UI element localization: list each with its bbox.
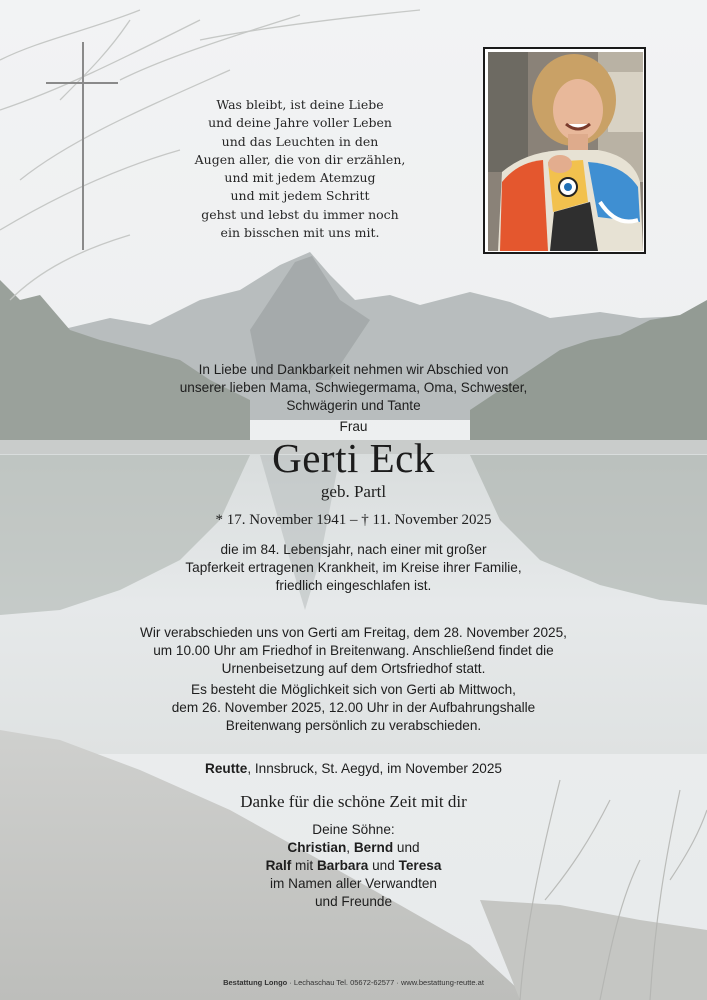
deceased-name: Gerti Eck — [272, 435, 435, 481]
thanks-line: Danke für die schöne Zeit mit dir — [240, 792, 467, 811]
mourner-name: Ralf — [265, 858, 292, 873]
poem-line: und deine Jahre voller Leben — [208, 115, 392, 131]
funeral-service-text — [80, 624, 627, 678]
passing-line: friedlich eingeschlafen ist. — [275, 578, 432, 593]
intro-line: In Liebe und Dankbarkeit nehmen wir Abschied von — [198, 362, 509, 377]
place-rest: , Innsbruck, St. Aegyd, im November 2025 — [247, 761, 502, 776]
mourners-line: im Namen aller Verwandten — [270, 876, 437, 891]
place-bold: Reutte — [205, 761, 248, 776]
intro-line: unserer lieben Mama, Schwiegermama, Oma, Schwester, — [179, 380, 528, 395]
place-and-date — [80, 760, 627, 778]
cross-vertical-bar — [82, 42, 84, 250]
footer-funeral-home — [80, 978, 627, 988]
birth-name: geb. Partl — [320, 482, 387, 501]
passing-line: Tapferkeit ertragenen Krankheit, im Kreise ihrer Familie, — [185, 560, 522, 575]
mourner-name: Barbara — [316, 858, 369, 873]
poem — [170, 96, 430, 242]
viewing-line: Breitenwang persönlich zu verabschieden. — [225, 718, 482, 733]
passing-text — [80, 541, 627, 595]
connector: und — [368, 858, 399, 873]
poem-line: und mit jedem Atemzug — [224, 170, 376, 186]
service-line: Wir verabschieden uns von Gerti am Freitag, dem 28. November 2025, — [140, 625, 567, 640]
intro-text — [80, 361, 627, 415]
life-dates: * 17. November 1941 – † 11. November 2025 — [215, 512, 492, 528]
mourners-line — [80, 839, 627, 857]
footer-contact: · Lechaschau Tel. 05672-62577 · www.bestattung-reutte.at — [287, 978, 484, 987]
poem-line: Was bleibt, ist deine Liebe — [216, 97, 384, 112]
footer-company: Bestattung Longo — [223, 978, 288, 987]
poem-line: gehst und lebst du immer noch — [201, 206, 399, 222]
poem-line: Augen aller, die von dir erzählen, — [194, 151, 406, 167]
passing-line: die im 84. Lebensjahr, nach einer mit großer — [220, 542, 487, 557]
service-line: um 10.00 Uhr am Friedhof in Breitenwang. Anschließend findet die — [153, 643, 554, 658]
mourners-heading: Deine Söhne: — [312, 822, 395, 837]
service-line: Urnenbeisetzung auf dem Ortsfriedhof statt. — [221, 661, 486, 676]
mourners-line — [80, 857, 627, 875]
mourner-name: Bernd — [353, 840, 394, 855]
intro-line: Schwägerin und Tante — [286, 398, 421, 413]
connector: mit — [291, 858, 317, 873]
mourner-name: Teresa — [398, 858, 442, 873]
portrait-image — [488, 52, 643, 251]
viewing-text — [80, 681, 627, 735]
poem-line: und das Leuchten in den — [221, 133, 379, 149]
portrait-photo — [483, 47, 646, 254]
poem-line: und mit jedem Schritt — [230, 188, 370, 204]
salutation: Frau — [339, 419, 368, 434]
viewing-line: Es besteht die Möglichkeit sich von Gerti ab Mittwoch, — [191, 682, 516, 697]
separator: , — [346, 840, 354, 855]
mourners-line: und Freunde — [314, 894, 393, 909]
viewing-line: dem 26. November 2025, 12.00 Uhr in der Aufbahrungshalle — [171, 700, 536, 715]
mourner-name: Christian — [287, 840, 347, 855]
mourners — [80, 821, 627, 911]
connector: und — [393, 840, 420, 855]
cross-horizontal-bar — [46, 82, 118, 84]
poem-line: ein bisschen mit uns mit. — [220, 225, 380, 241]
